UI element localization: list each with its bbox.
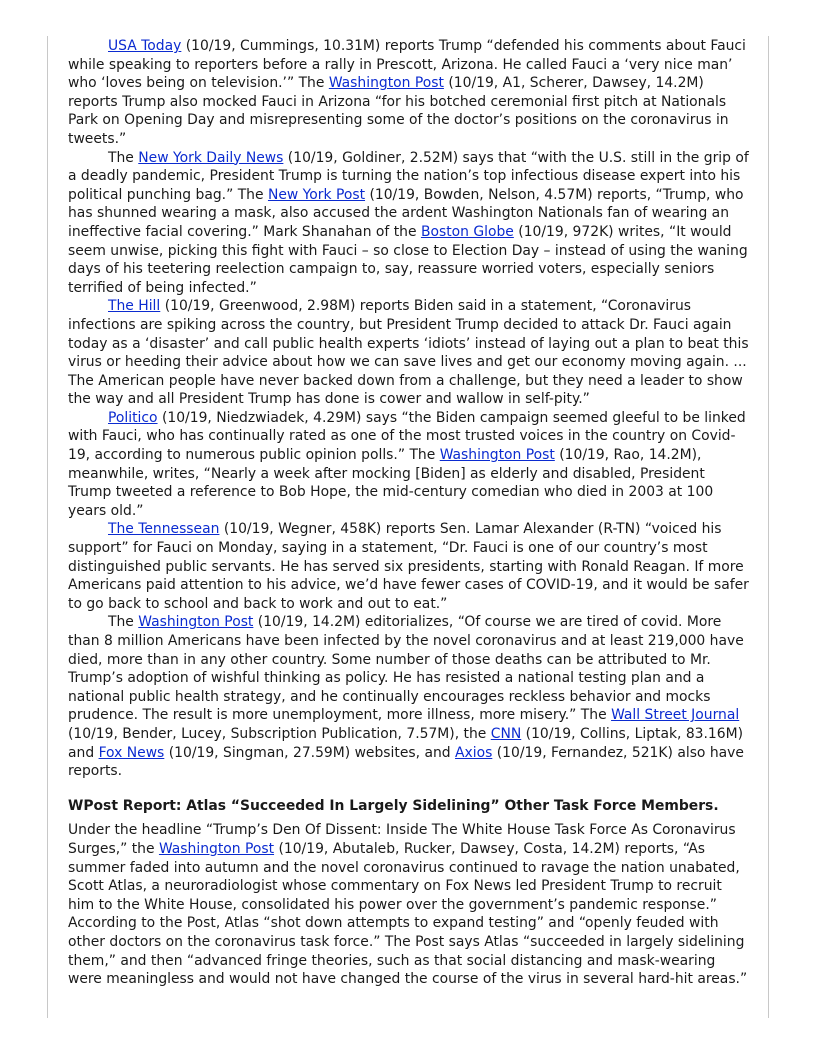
article-body: [68, 37, 750, 989]
paragraph-text: (10/19, Rao, 14.2M), meanwhile, writes, “Nearly a week after mocking [Biden] as elderly and disabled, President Trump tweeted a reference to Bob Hope, the mid-century comedian who died in 2003 at 100 years old.”: [68, 447, 714, 519]
link-boston-globe[interactable]: Boston Globe: [420, 223, 514, 240]
paragraph-the-hill: [68, 297, 750, 409]
link-usa-today[interactable]: USA Today: [108, 38, 182, 54]
paragraph-text: (10/19, Singman, 27.59M) websites, and: [164, 744, 455, 761]
paragraph-tennessean: [68, 520, 750, 613]
paragraph-atlas-report: [68, 821, 750, 988]
paragraph-text: (10/19, Niedzwiadek, 4.29M) says “the Biden campaign seemed gleeful to be linked with Fauci, who has continually rated as one of the most trusted voices in the country on Covid-19, according to numerous public opinion polls.” The: [68, 409, 746, 464]
paragraph-usa-today: [68, 37, 750, 149]
link-the-tennessean[interactable]: The Tennessean: [108, 521, 220, 538]
paragraph-text: (10/19, Collins, Liptak, 83.16M) and: [68, 725, 744, 761]
paragraph-wpost-editorial: [68, 613, 750, 780]
link-washington-post[interactable]: Washington Post: [439, 447, 555, 464]
paragraph-text: (10/19, Abutaleb, Rucker, Dawsey, Costa, 14.2M) reports, “As summer faded into autumn and the novel coronavirus continued to ravage the nation unabated, Scott Atlas, a neuroradiologist whose commentary on Fox News led President Trump to recruit him to the White House, consolidated his power over the government’s pandemic response.” According to the Post, Atlas “shot down attempts to expand testing” and “openly feuded with other doctors on the coronavirus task force.” The Post says Atlas “succeeded in largely sidelining them,” and then “advanced fringe theories, such as that social distancing and mask-wearing were meaningless and would not have changed the course of the virus in several hard-hit areas.”: [68, 840, 748, 988]
link-fox-news[interactable]: Fox News: [98, 744, 165, 761]
paragraph-text: Under the headline “Trump’s Den Of Dissent: Inside The White House Task Force As Coronavirus Surges,” the: [68, 822, 736, 857]
paragraph-text: (10/19, Goldiner, 2.52M) says that “with the U.S. still in the grip of a deadly pandemic, President Trump is turning the nation’s top infectious disease expert into his political punching bag.” The: [68, 149, 749, 203]
paragraph-text: (10/19, 14.2M) editorializes, “Of course we are tired of covid. More than 8 million Americans have been infected by the novel coronavirus and at least 219,000 have died, more than in any other country. Some number of those deaths can be attributed to Mr. Trump’s adoption of wishful thinking as policy. He has resisted a national testing plan and a national public health strategy, and he continually encourages reckless behavior and mocks prudence. The result is more unemployment, more illness, more misery.” The: [68, 614, 744, 724]
paragraph-text: The: [108, 614, 139, 631]
section-headline: WPost Report: Atlas “Succeeded In Largely Sidelining” Other Task Force Members.: [68, 797, 719, 814]
link-new-york-daily-news[interactable]: New York Daily News: [138, 149, 284, 166]
paragraph-politico: [68, 409, 750, 521]
right-margin-rule: [768, 36, 769, 1018]
link-wall-street-journal[interactable]: Wall Street Journal: [611, 707, 740, 724]
link-politico[interactable]: Politico: [108, 409, 158, 426]
left-margin-rule: [47, 36, 48, 1018]
paragraph-text: (10/19, Cummings, 10.31M) reports Trump “defended his comments about Fauci while speaking to reporters before a rally in Prescott, Arizona. He called Fauci a ‘very nice man’ who ‘loves being on television.’” The: [68, 38, 746, 92]
paragraph-text: (10/19, 972K) writes, “It would seem unwise, picking this fight with Fauci – so close to Election Day – instead of using the waning days of his teetering reelection campaign to, say, reassure worried voters, especially seniors terrified of being infected.”: [68, 223, 748, 296]
link-new-york-post[interactable]: New York Post: [267, 186, 366, 203]
paragraph-text: (10/19, Bowden, Nelson, 4.57M) reports, “Trump, who has shunned wearing a mask, also accused the ardent Washington Nationals fan of wearing an ineffective facial covering.” Mark Shanahan of the: [68, 186, 744, 240]
paragraph-text: (10/19, Bender, Lucey, Subscription Publication, 7.57M), the: [68, 725, 491, 742]
link-the-hill[interactable]: The Hill: [108, 298, 161, 315]
paragraph-text: (10/19, A1, Scherer, Dawsey, 14.2M) reports Trump also mocked Fauci in Arizona “for his botched ceremonial first pitch at Nationals Park on Opening Day and misrepresenting some of the doctor’s positions on the coronavirus in tweets.”: [68, 75, 729, 147]
link-axios[interactable]: Axios: [455, 744, 493, 761]
link-washington-post[interactable]: Washington Post: [138, 614, 254, 631]
paragraph-ny-daily-news: [68, 149, 750, 298]
paragraph-text: (10/19, Greenwood, 2.98M) reports Biden said in a statement, “Coronavirus infections are spiking across the country, but President Trump decided to attack Dr. Fauci again today as a ‘disaster’ and call public health experts ‘idiots’ instead of laying out a plan to beat this virus or heeding their advice about how we can save lives and get our economy moving again. ... The American people have never backed down from a challenge, but they need a leader to show the way and all President Trump has done is cower and wallow in self-pity.”: [68, 298, 749, 408]
link-washington-post[interactable]: Washington Post: [158, 840, 275, 857]
paragraph-text: The: [108, 149, 139, 166]
link-cnn[interactable]: CNN: [490, 725, 522, 742]
paragraph-text: (10/19, Fernandez, 521K) also have reports.: [68, 744, 744, 780]
paragraph-text: (10/19, Wegner, 458K) reports Sen. Lamar Alexander (R-TN) “voiced his support” for Fauci on Monday, saying in a statement, “Dr. Fauci is one of our country’s most distinguished public servants. He has served six presidents, starting with Ronald Reagan. If more Americans paid attention to his advice, we’d have fewer cases of COVID-19, and it would be safer to go back to school and back to work and out to eat.”: [68, 521, 749, 612]
link-washington-post[interactable]: Washington Post: [328, 75, 444, 92]
